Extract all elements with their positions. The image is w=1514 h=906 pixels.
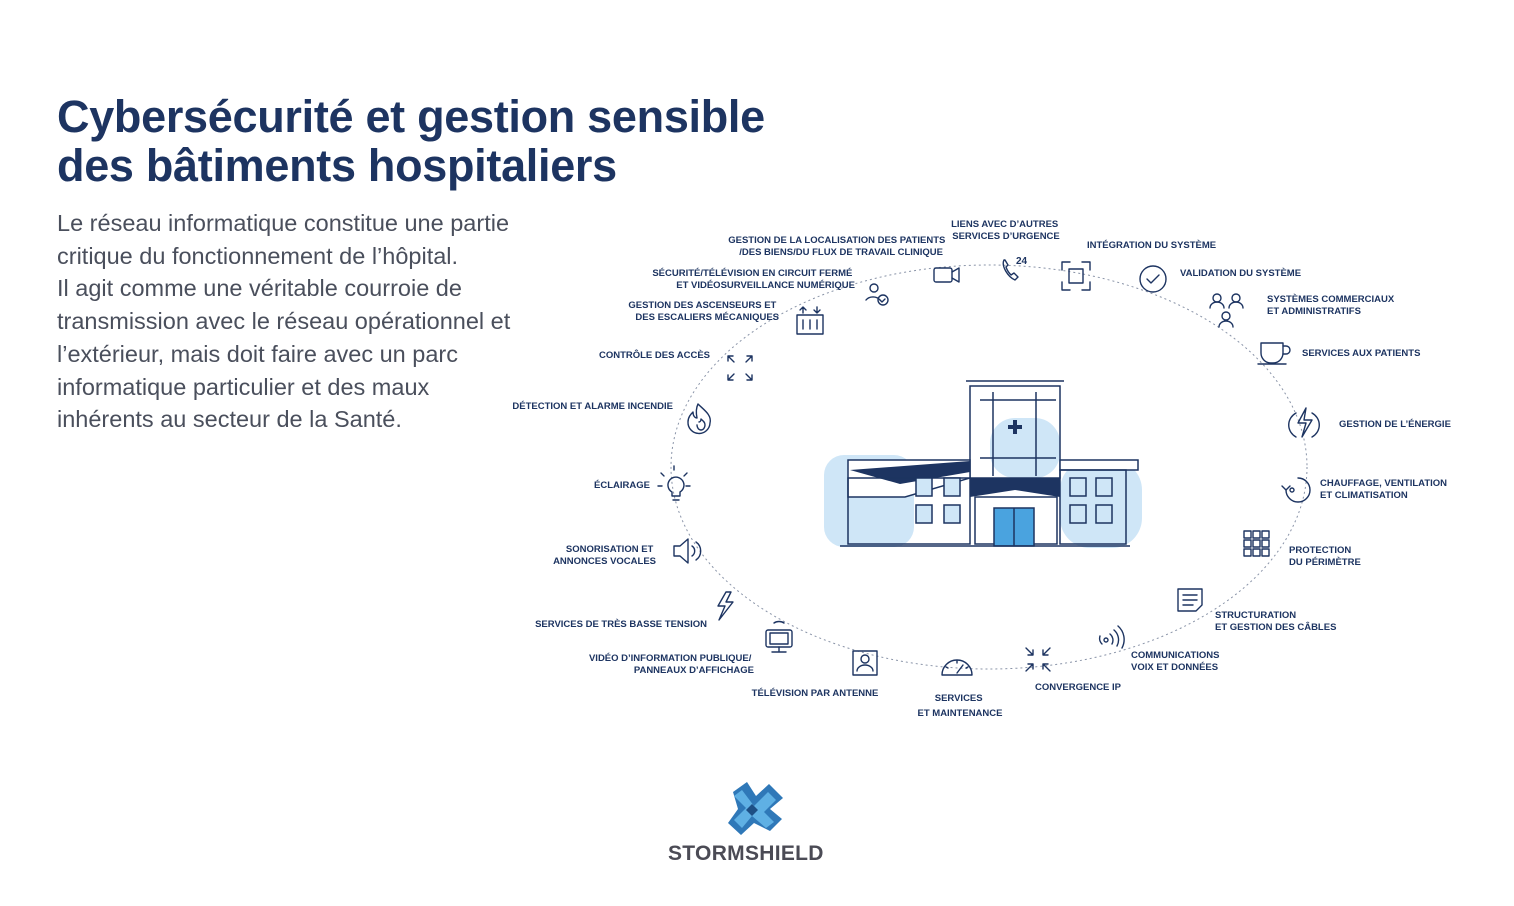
stormshield-logo-text: STORMSHIELD xyxy=(668,842,824,865)
check-circle-icon xyxy=(1140,266,1166,292)
bulb-icon xyxy=(658,466,690,500)
intro-line: transmission avec le réseau opérationnel et xyxy=(57,308,511,335)
elevator-icon xyxy=(797,307,823,334)
label-communications: COMMUNICATIONS VOIX ET DONNÉES xyxy=(1131,650,1220,673)
users-icon xyxy=(1210,294,1243,327)
label-video-information: VIDÉO D’INFORMATION PUBLIQUE/ PANNEAUX D’AFFICHAGE xyxy=(588,653,754,676)
label-chauffage: CHAUFFAGE, VENTILATION ET CLIMATISATION xyxy=(1320,478,1448,501)
label-eclairage: ÉCLAIRAGE xyxy=(594,480,650,491)
label-television-antenne: TÉLÉVISION PAR ANTENNE xyxy=(751,688,879,699)
orbit-ring xyxy=(671,265,1307,669)
location-icon xyxy=(866,284,888,305)
intro-line: informatique particulier et des maux xyxy=(57,373,430,400)
label-validation-systeme: VALIDATION DU SYSTÈME xyxy=(1180,268,1302,279)
speaker-icon xyxy=(674,539,701,563)
label-localisation-patients: GESTION DE LA LOCALISATION DES PATIENTS /DES BIENS/DU FLUX DE TRAVAIL CLINIQUE xyxy=(728,235,946,258)
integration-icon xyxy=(1062,262,1090,290)
intro-line: Il agit comme une véritable courroie de xyxy=(57,275,462,302)
signal-icon xyxy=(1100,626,1124,648)
label-protection-perimetre: PROTECTION DU PÉRIMÈTRE xyxy=(1289,545,1361,568)
intro-line: l’extérieur, mais doit faire avec un parc xyxy=(57,340,458,367)
lightning-icon xyxy=(718,592,733,620)
label-liens-urgence: LIENS AVEC D’AUTRES SERVICES D’URGENCE xyxy=(951,219,1060,242)
label-sonorisation: SONORISATION ET ANNONCES VOCALES xyxy=(553,544,656,567)
display-icon xyxy=(766,621,792,652)
energy-icon xyxy=(1289,408,1320,437)
fire-icon xyxy=(688,404,710,433)
stormshield-logo-icon xyxy=(728,782,783,835)
tv-icon xyxy=(853,651,877,675)
access-icon xyxy=(728,356,752,380)
label-services-maintenance: SERVICES ET MAINTENANCE xyxy=(917,693,1003,719)
label-detection-incendie: DÉTECTION ET ALARME INCENDIE xyxy=(512,401,673,412)
hospital-building-illustration xyxy=(824,381,1142,548)
converge-icon xyxy=(1026,648,1050,671)
hvac-icon xyxy=(1282,478,1310,502)
title-line-2: des bâtiments hospitaliers xyxy=(57,140,617,191)
camera-icon xyxy=(934,268,959,282)
label-systemes-commerciaux: SYSTÈMES COMMERCIAUX ET ADMINISTRATIFS xyxy=(1267,294,1395,317)
title-line-1: Cybersécurité et gestion sensible xyxy=(57,91,765,142)
grid-icon xyxy=(1244,531,1269,556)
phone-24-icon xyxy=(1003,256,1027,280)
label-structuration-cables: STRUCTURATION ET GESTION DES CÂBLES xyxy=(1215,610,1337,633)
label-controle-acces: CONTRÔLE DES ACCÈS xyxy=(598,350,710,361)
label-tres-basse-tension: SERVICES DE TRÈS BASSE TENSION xyxy=(535,619,707,630)
label-integration-systeme: INTÉGRATION DU SYSTÈME xyxy=(1087,240,1217,251)
cables-icon xyxy=(1178,589,1202,611)
intro-line: critique du fonctionnement de l’hôpital. xyxy=(57,242,459,269)
label-gestion-energie: GESTION DE L’ÉNERGIE xyxy=(1339,419,1451,430)
cup-icon xyxy=(1258,343,1290,364)
intro-line: inhérents au secteur de la Santé. xyxy=(57,406,402,433)
intro-line: Le réseau informatique constitue une partie xyxy=(57,210,510,236)
label-services-patients: SERVICES AUX PATIENTS xyxy=(1302,348,1421,359)
label-convergence-ip: CONVERGENCE IP xyxy=(1034,682,1122,693)
label-securite-television: SÉCURITÉ/TÉLÉVISION EN CIRCUIT FERMÉ ET VIDÉOSURVEILLANCE NUMÉRIQUE xyxy=(652,268,855,291)
label-ascenseurs: GESTION DES ASCENSEURS ET DES ESCALIERS MÉCANIQUES xyxy=(628,300,779,323)
svg-text:24: 24 xyxy=(1016,256,1028,267)
